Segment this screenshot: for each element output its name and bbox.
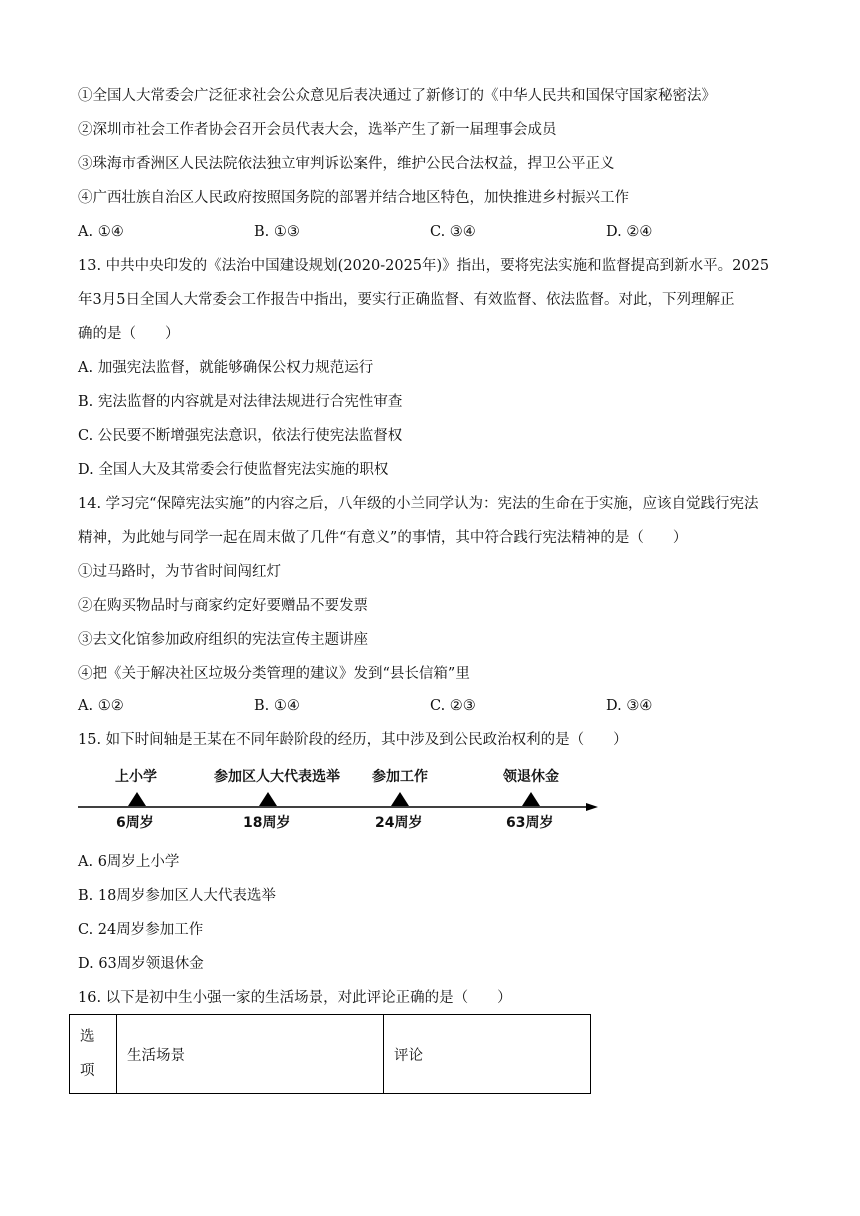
q15-option-b: B. 18周岁参加区人大代表选举 — [78, 888, 276, 904]
table-header-row — [70, 1015, 591, 1094]
timeline-age-4: 63周岁 — [506, 815, 554, 831]
q12-option-a: A. ①④ — [78, 224, 124, 240]
q12-item-1: ①全国人大常委会广泛征求社会公众意见后表决通过了新修订的《中华人民共和国保守国家秘密法》 — [78, 88, 716, 104]
timeline-marker-1 — [128, 792, 146, 806]
q14-stem-line-1: 14. 学习完“保障宪法实施”的内容之后，八年级的小兰同学认为：宪法的生命在于实施，应该自觉践行宪法 — [78, 496, 759, 512]
q13-stem-line-2: 年3月5日全国人大常委会工作报告中指出，要实行正确监督、有效监督、依法监督。对此，下列理解正 — [78, 292, 735, 308]
q13-stem-line-1: 13. 中共中央印发的《法治中国建设规划(2020-2025年)》指出，要将宪法实施和监督提高到新水平。2025 — [78, 258, 770, 274]
q13-option-c: C. 公民要不断增强宪法意识，依法行使宪法监督权 — [78, 428, 403, 444]
q12-option-b: B. ①③ — [254, 224, 300, 240]
header-option: 选项 — [70, 1015, 117, 1094]
q15-option-a: A. 6周岁上小学 — [78, 854, 180, 870]
timeline-event-1: 上小学 — [115, 769, 157, 785]
timeline-figure — [78, 760, 608, 830]
timeline-event-4: 领退休金 — [503, 769, 559, 785]
q15-option-c: C. 24周岁参加工作 — [78, 922, 204, 938]
q14-option-d: D. ③④ — [606, 698, 653, 714]
timeline-age-2: 18周岁 — [243, 815, 291, 831]
timeline-arrowhead — [586, 803, 598, 811]
q16-table — [69, 1014, 591, 1094]
q15-option-d: D. 63周岁领退休金 — [78, 956, 204, 972]
q15-stem: 15. 如下时间轴是王某在不同年龄阶段的经历，其中涉及到公民政治权利的是（ ） — [78, 732, 628, 748]
q12-item-2: ②深圳市社会工作者协会召开会员代表大会，选举产生了新一届理事会成员 — [78, 122, 557, 138]
timeline-event-3: 参加工作 — [372, 769, 428, 785]
q14-stem-line-2: 精神，为此她与同学一起在周末做了几件“有意义”的事情，其中符合践行宪法精神的是（ ） — [78, 530, 688, 546]
timeline-marker-3 — [391, 792, 409, 806]
q12-item-4: ④广西壮族自治区人民政府按照国务院的部署并结合地区特色，加快推进乡村振兴工作 — [78, 190, 629, 206]
header-life-scene: 生活场景 — [117, 1015, 384, 1094]
q14-item-1: ①过马路时，为节省时间闯红灯 — [78, 564, 281, 580]
q13-option-d: D. 全国人大及其常委会行使监督宪法实施的职权 — [78, 462, 389, 478]
q14-option-a: A. ①② — [78, 698, 124, 714]
q12-item-3: ③珠海市香洲区人民法院依法独立审判诉讼案件，维护公民合法权益，捍卫公平正义 — [78, 156, 615, 172]
timeline-age-1: 6周岁 — [116, 815, 154, 831]
q14-item-2: ②在购买物品时与商家约定好要赠品不要发票 — [78, 598, 368, 614]
q16-stem: 16. 以下是初中生小强一家的生活场景，对此评论正确的是（ ） — [78, 990, 512, 1006]
q12-option-c: C. ③④ — [430, 224, 476, 240]
q13-option-a: A. 加强宪法监督，就能够确保公权力规范运行 — [78, 360, 374, 376]
timeline-age-3: 24周岁 — [375, 815, 423, 831]
q14-option-b: B. ①④ — [254, 698, 300, 714]
timeline-event-2: 参加区人大代表选举 — [214, 769, 340, 785]
q12-option-d: D. ②④ — [606, 224, 653, 240]
timeline-marker-4 — [522, 792, 540, 806]
q14-option-c: C. ②③ — [430, 698, 476, 714]
q13-option-b: B. 宪法监督的内容就是对法律法规进行合宪性审查 — [78, 394, 403, 410]
header-comment: 评论 — [384, 1015, 591, 1094]
q13-stem-line-3: 确的是（ ） — [78, 326, 180, 342]
q14-item-3: ③去文化馆参加政府组织的宪法宣传主题讲座 — [78, 632, 368, 648]
q14-item-4: ④把《关于解决社区垃圾分类管理的建议》发到“县长信箱”里 — [78, 666, 470, 682]
timeline-marker-2 — [259, 792, 277, 806]
